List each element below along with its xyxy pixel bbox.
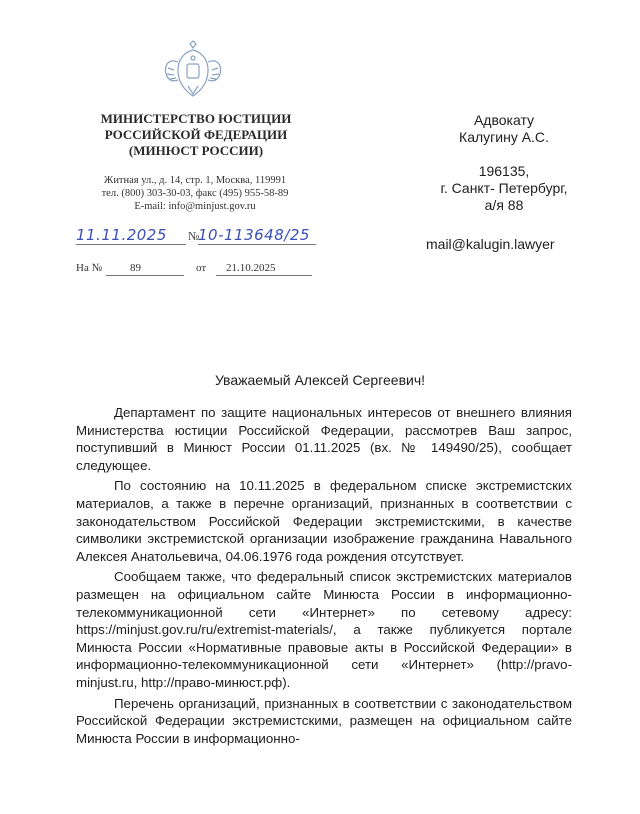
outgoing-number: 10-113648/25 xyxy=(198,226,310,244)
recipient-line: Адвокату xyxy=(473,112,535,128)
outgoing-registration xyxy=(76,226,326,246)
email-line: E-mail: info@minjust.gov.ru xyxy=(134,201,256,212)
number-underline xyxy=(198,244,316,245)
recipient-spacer xyxy=(416,146,592,163)
recipient-line: Калугину А.С. xyxy=(459,129,549,145)
coat-of-arms-icon xyxy=(158,38,228,108)
ref-date-underline xyxy=(216,275,312,276)
ministry-line: (МИНЮСТ РОССИИ) xyxy=(128,143,264,158)
recipient-line: г. Санкт- Петербург, xyxy=(440,180,568,196)
ref-number: 89 xyxy=(130,262,141,274)
outgoing-date: 11.11.2025 xyxy=(76,226,167,244)
ministry-address xyxy=(80,174,310,213)
recipient-block xyxy=(416,112,592,214)
ref-number-underline xyxy=(106,275,184,276)
address-line: тел. (800) 303-30-03, факс (495) 955-58-89 xyxy=(101,188,289,199)
address-line: Житная ул., д. 14, стр. 1, Москва, 119991 xyxy=(103,175,287,186)
recipient-email: mail@kalugin.lawyer xyxy=(426,236,555,252)
ref-date: 21.10.2025 xyxy=(226,262,276,274)
ministry-line: МИНИСТЕРСТВО ЮСТИЦИИ xyxy=(100,111,292,126)
ministry-line: РОССИЙСКОЙ ФЕДЕРАЦИИ xyxy=(104,127,288,142)
ref-from: от xyxy=(196,262,207,274)
paragraph: Сообщаем также, что федеральный список экстремистских материалов размещен на официальном сайте Минюста России в информационно-телекоммуникационной сети «Интернет» по сетевому адресу: https://minjust.gov.ru/ru/extremist-materials/, а также публикуется портале Минюста России «Нормативные правовые акты в Российской Федерации» в информационно-телекоммуникационной сети «Интернет» (http://pravo-minjust.ru, http://право-минюст.рф). xyxy=(76,569,572,690)
paragraph: Департамент по защите национальных интересов от внешнего влияния Министерства юстиции Российской Федерации, рассмотрев Ваш запрос, поступивший в Минюст России 01.11.2025 (вх. № 149490/25), сообщает следующее. xyxy=(76,405,572,473)
recipient-line: 196135, xyxy=(478,163,530,179)
recipient-line: а/я 88 xyxy=(484,197,524,213)
ref-prefix: На № xyxy=(76,262,103,274)
reference-line xyxy=(76,262,316,278)
date-underline xyxy=(76,244,186,245)
greeting: Уважаемый Алексей Сергеевич! xyxy=(214,372,426,388)
ministry-name xyxy=(96,111,296,159)
paragraph: По состоянию на 10.11.2025 в федеральном списке экстремистских материалов, а также в перечне организаций, признанных в соответствии с законодательством Российской Федерации экстремистскими, в качестве символики экстремистской организации изображение гражданина Навального Алексея Анатольевича, 04.06.1976 года рождения отсутствует. xyxy=(76,478,572,564)
number-prefix: № xyxy=(188,229,200,243)
letter-body xyxy=(76,404,572,747)
paragraph: Перечень организаций, признанных в соответствии с законодательством Российской Федерации экстремистскими, размещен на официальном сайте Минюста России в информационно- xyxy=(76,695,572,746)
